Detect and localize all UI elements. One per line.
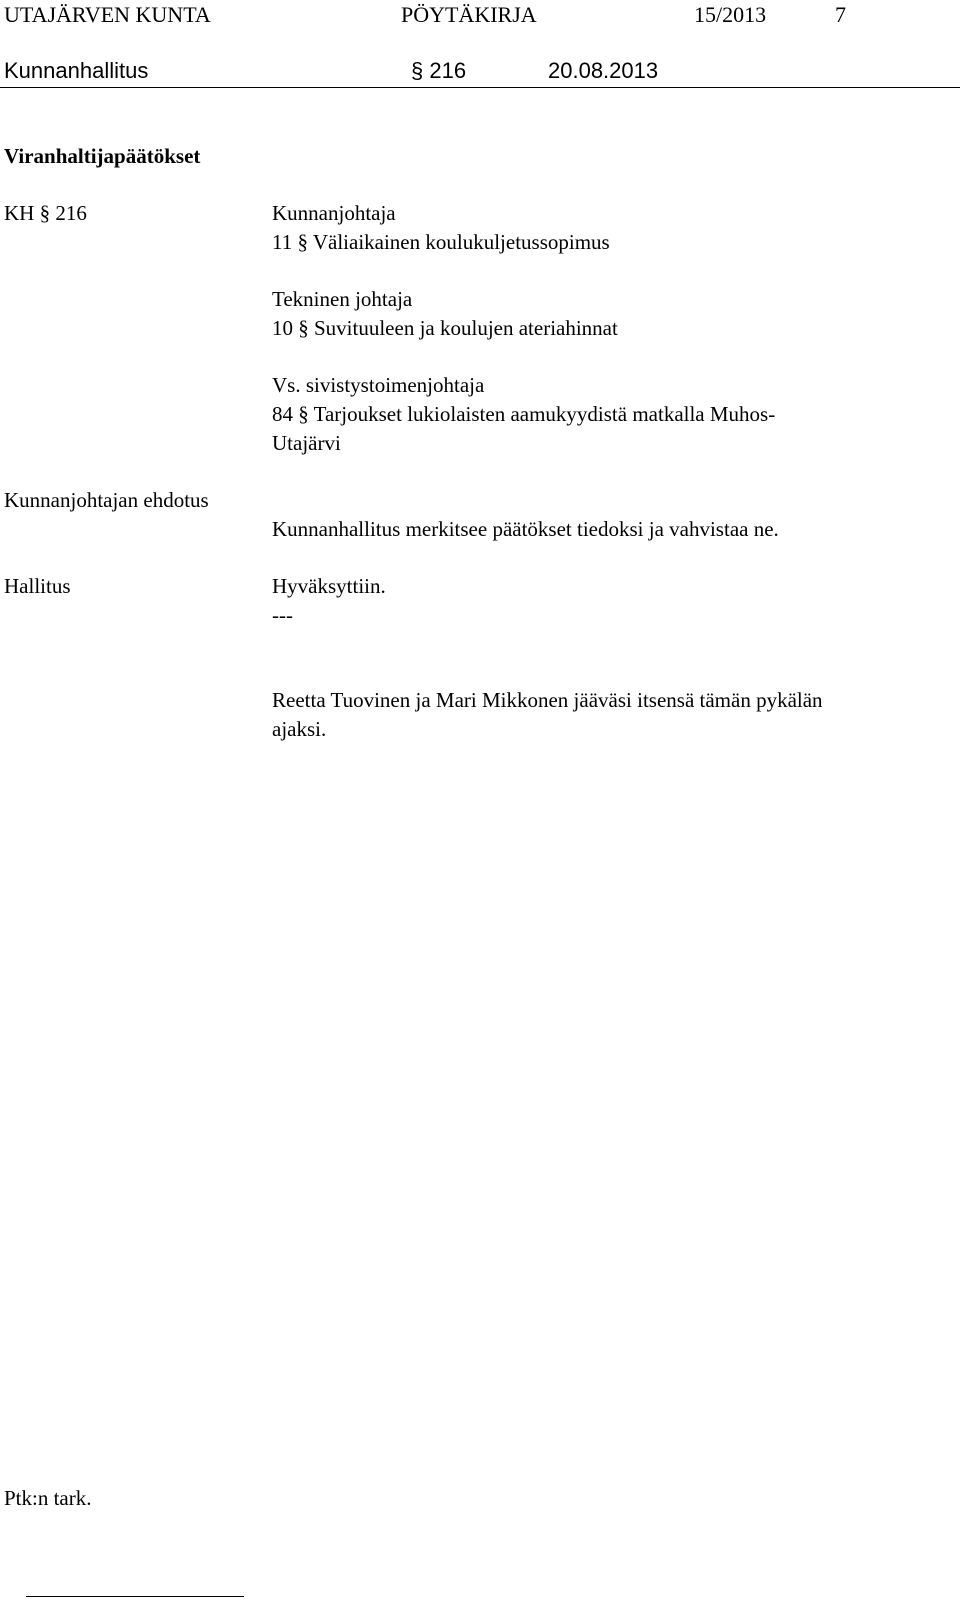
document-number: 15/2013 (694, 2, 767, 27)
meeting-body: Kunnanhallitus (4, 58, 149, 83)
disqualification-note: Reetta Tuovinen ja Mari Mikkonen jääväsi itsensä tämän pykälän (272, 688, 823, 712)
decision-item: 10 § Suvituuleen ja koulujen ateriahinnat (272, 316, 618, 340)
decision-official: Vs. sivistystoimenjohtaja (272, 373, 485, 397)
page-number: 7 (835, 2, 846, 27)
document-type: PÖYTÄKIRJA (401, 2, 537, 27)
section-reference: KH § 216 (4, 201, 87, 225)
meeting-date: 20.08.2013 (548, 58, 659, 83)
decision-official: Tekninen johtaja (272, 287, 413, 311)
decision-item: 84 § Tarjoukset lukiolaisten aamukyydistä matkalla Muhos- (272, 402, 776, 426)
decision-official: Kunnanjohtaja (272, 201, 396, 225)
signature-line (26, 1596, 244, 1597)
proposal-label: Kunnanjohtajan ehdotus (4, 488, 209, 512)
proposal-text: Kunnanhallitus merkitsee päätökset tiedoksi ja vahvistaa ne. (272, 517, 779, 541)
disqualification-note-continued: ajaksi. (272, 717, 327, 741)
municipality-name: UTAJÄRVEN KUNTA (4, 2, 211, 27)
board-label: Hallitus (4, 574, 71, 598)
decision-item: 11 § Väliaikainen koulukuljetussopimus (272, 230, 610, 254)
page-title: Viranhaltijapäätökset (4, 144, 201, 168)
decision-item-continued: Utajärvi (272, 431, 341, 455)
board-decision: Hyväksyttiin. (272, 574, 386, 598)
section-number: § 216 (411, 58, 467, 83)
separator: --- (272, 603, 293, 627)
header-divider (0, 87, 960, 88)
minutes-check-label: Ptk:n tark. (4, 1486, 92, 1510)
